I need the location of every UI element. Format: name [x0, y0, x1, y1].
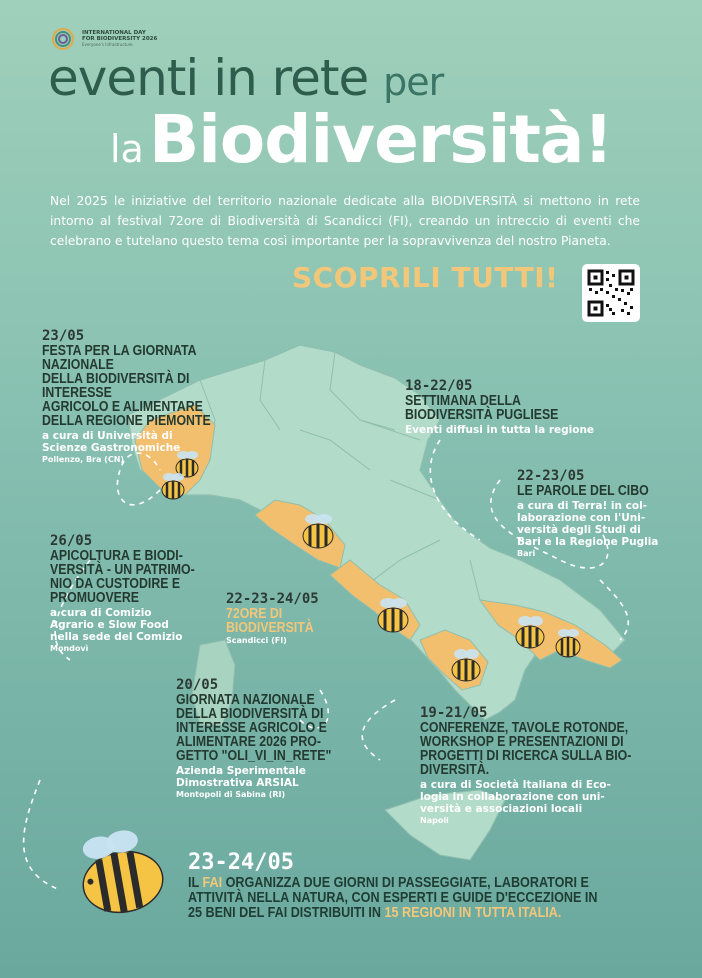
- event-title: GIORNATA NAZIONALE DELLA BIODIVERSITÀ DI INTERESSE AGRICOLO E ALIMENTARE 2026 PRO- GETTO "OLI_VI_IN_RETE": [176, 692, 332, 764]
- event-date: 22-23-24/05: [226, 591, 319, 607]
- biodiversity-logo-icon: [50, 28, 76, 50]
- logo-line2: FOR BIODIVERSITY 2026: [82, 36, 158, 42]
- regions-highlight: 15 REGIONI IN TUTTA ITALIA.: [384, 904, 562, 921]
- event-title: LE PAROLE DEL CIBO: [517, 483, 649, 499]
- cta-scoprili: SCOPRILI TUTTI!: [292, 261, 559, 294]
- event-title: APICOLTURA E BIODI- VERSITÀ - UN PATRIMO- NIO DA CUSTODIRE E PROMUOVERE: [50, 548, 195, 606]
- qr-code-icon: [582, 264, 640, 322]
- bee-icon: [452, 649, 480, 681]
- event-date: 19-21/05: [420, 705, 488, 721]
- event-date: 18-22/05: [405, 378, 473, 394]
- title-part-la: la: [110, 127, 144, 171]
- event-title: CONFERENZE, TAVOLE ROTONDE, WORKSHOP E PRESENTAZIONI DI PROGETTI DI RICERCA SULLA BIO- DIVERSITÀ.: [420, 720, 632, 778]
- bee-icon: [303, 514, 333, 548]
- event-parole-del-cibo: [517, 468, 677, 559]
- event-place: Pollenzo, Bra (CN): [42, 455, 125, 464]
- title-part-biodiversita: Biodiversità!: [148, 101, 613, 178]
- event-place: Mondovì: [50, 644, 89, 653]
- bee-icon: [162, 473, 184, 499]
- bee-icon: [378, 598, 408, 632]
- event-title: 72ORE DI BIODIVERSITÀ: [226, 606, 314, 636]
- event-description: [188, 875, 608, 920]
- event-date: 26/05: [50, 533, 93, 549]
- event-apicoltura: [50, 533, 250, 654]
- event-date: 22-23/05: [517, 468, 585, 484]
- bee-icon: [75, 825, 168, 919]
- event-place: Bari: [517, 549, 536, 558]
- bee-icon: [556, 629, 580, 657]
- qr-code[interactable]: [582, 264, 640, 322]
- event-organizer: a cura di Comizio Agrario e Slow Food nella sede del Comizio: [50, 607, 183, 643]
- logo: [50, 28, 157, 50]
- event-oli-vi-in-rete: [176, 677, 376, 800]
- bee-icon: [516, 616, 544, 648]
- event-puglia-week: [405, 378, 635, 436]
- title-line-2: [110, 100, 613, 197]
- desc-part: IL: [188, 874, 203, 891]
- event-place: Napoli: [420, 816, 449, 825]
- event-place: Scandicci (FI): [226, 636, 287, 645]
- event-organizer: a cura di Università di Scienze Gastronomiche: [42, 430, 181, 454]
- title-part-eventi: eventi in rete: [48, 49, 369, 107]
- logo-line1: INTERNATIONAL DAY: [82, 30, 146, 36]
- event-date: 23-24/05: [188, 850, 294, 875]
- event-organizer: Eventi diffusi in tutta la regione: [405, 424, 595, 436]
- event-place: Montopoli di Sabina (RI): [176, 790, 286, 799]
- event-title: FESTA PER LA GIORNATA NAZIONALE DELLA BIODIVERSITÀ DI INTERESSE AGRICOLO E ALIMENTARE DELLA REGIONE PIEMONTE: [42, 343, 211, 429]
- logo-line3: Everyone's Infrastructure: [82, 42, 133, 47]
- event-organizer: a cura di Società Italiana di Eco- logia in collaborazione con uni- versità e associazioni locali: [420, 779, 611, 815]
- intro-paragraph: Nel 2025 le iniziative del territorio nazionale dedicate alla BIODIVERSITÀ si mettono in rete intorno al festival 72ore di Biodiversità di Scandicci (FI), creando un intreccio di eventi che celebrano e tutelano questo tema così importante per la sopravvivenza del nostro Pianeta.: [50, 194, 640, 248]
- fai-highlight: FAI: [202, 874, 223, 891]
- event-napoli-conferenze: [420, 705, 690, 826]
- event-organizer: a cura di Terra! in col- laborazione con l'Uni- versità degli Studi di Bari e la Regione Puglia: [517, 500, 659, 548]
- event-organizer: Azienda Sperimentale Dimostrativa ARSIAL: [176, 765, 307, 789]
- title-part-per: per: [383, 60, 444, 104]
- event-72ore: [226, 591, 366, 646]
- desc-part: ORGANIZZA DUE GIORNI DI PASSEGGIATE, LABORATORI E ATTIVITÀ NELLA NATURA, CON ESPERTI E GUIDE D'ECCEZIONE IN 25 BENI DEL FAI DISTRIBUITI IN: [188, 874, 598, 921]
- event-date: 20/05: [176, 677, 219, 693]
- event-piemonte: [42, 328, 272, 465]
- event-date: 23/05: [42, 328, 85, 344]
- event-fai: [188, 851, 628, 920]
- event-title: SETTIMANA DELLA BIODIVERSITÀ PUGLIESE: [405, 393, 559, 423]
